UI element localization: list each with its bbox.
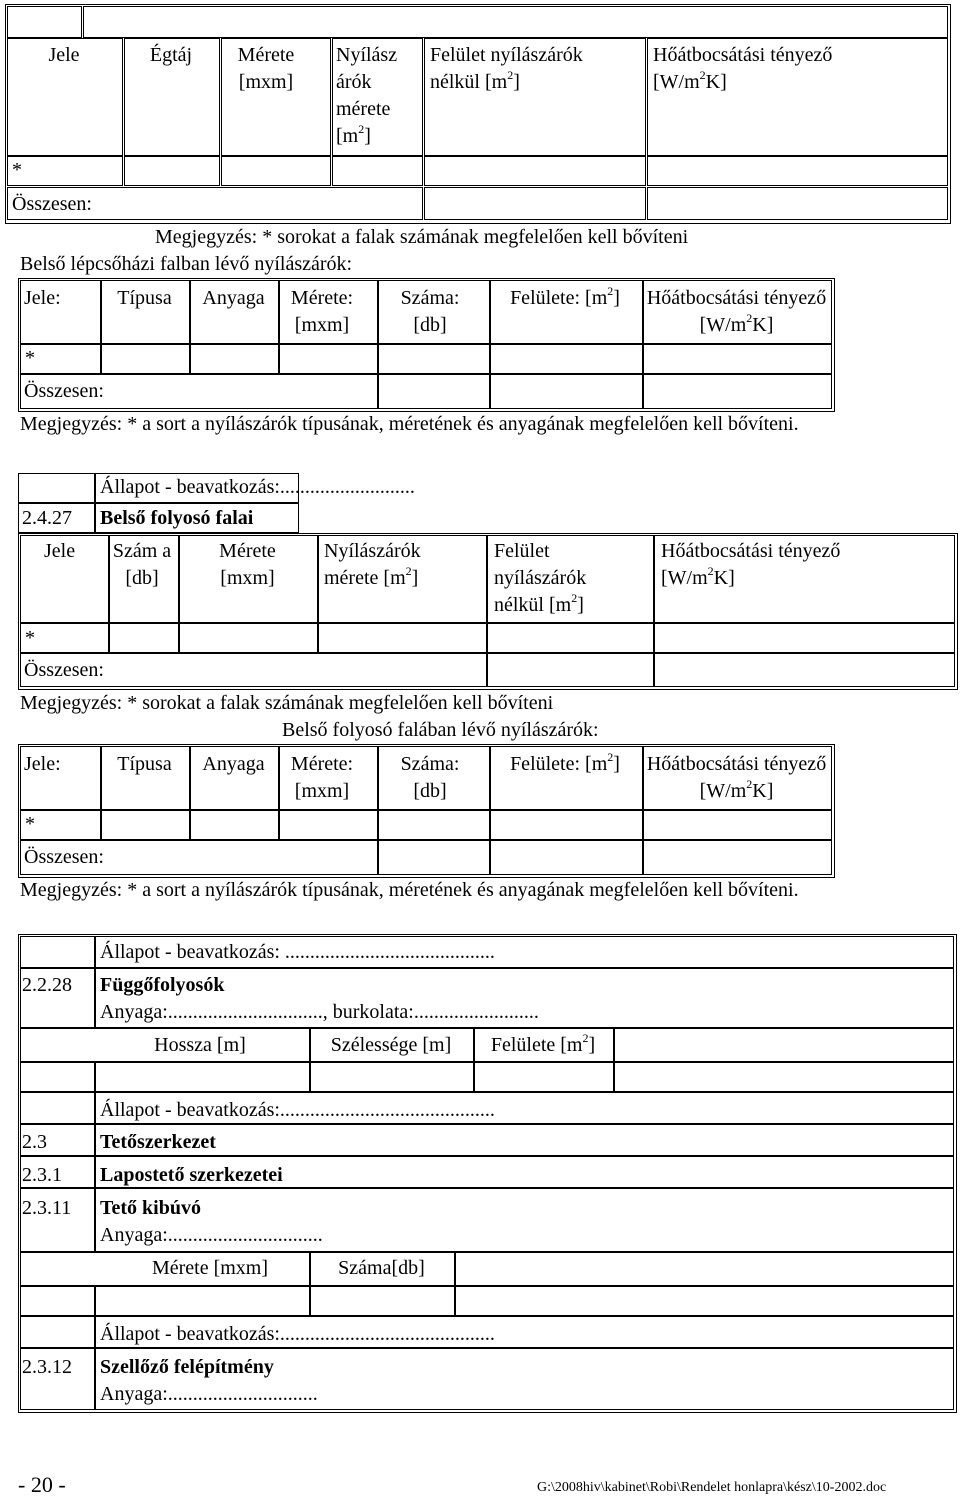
t2-cell [190, 344, 279, 374]
table-1-top-cell [83, 6, 948, 38]
section-2427-number: 2.4.27 [22, 507, 72, 529]
t1-total-cell [647, 187, 948, 220]
t1-header-felulet: Felület nyílászárók nélkül $[m^2]$ [430, 44, 583, 93]
t1-row-cell [221, 156, 331, 186]
t3-header-merete: Mérete [mxm] [219, 540, 276, 589]
t4-header-tipusa: Típusa [117, 753, 172, 775]
t1-row-cell [124, 156, 220, 186]
cell [20, 1062, 95, 1092]
section-2311-number: 2.3.11 [22, 1197, 72, 1219]
cell [20, 936, 95, 968]
allapot-1: Állapot - beavatkozás:........................... [100, 476, 415, 498]
t3-header-felulet: Felület nyílászárók nélkül $[m^2]$ [494, 540, 587, 616]
t2-header-jele: Jele: [24, 287, 61, 309]
t4-header-szama: Száma: [db] [400, 753, 460, 802]
t3-cell [109, 623, 179, 653]
section-23-number: 2.3 [22, 1131, 47, 1153]
t4-star: * [25, 813, 35, 835]
t2-cell [643, 344, 832, 374]
t3-cell [487, 653, 654, 687]
t4-cell [190, 810, 279, 840]
cell [310, 1062, 474, 1092]
t2-cell [101, 344, 190, 374]
t2-star: * [25, 347, 35, 369]
section-2228-title: Függőfolyosók [100, 974, 225, 996]
section-231-title: Lapostető szerkezetei [100, 1164, 283, 1186]
section-231-number: 2.3.1 [22, 1164, 62, 1186]
t3-header-nyilasz: Nyílászárók mérete $[m^2]$ [324, 540, 421, 589]
t4-cell [643, 810, 832, 840]
t3-total: Összesen: [24, 659, 104, 681]
allapot-3: Állapot - beavatkozás:........................................... [100, 1099, 495, 1121]
t2-cell [643, 374, 832, 409]
section-2311-title: Tető kibúvó [100, 1197, 201, 1219]
section-23-title: Tetőszerkezet [100, 1131, 216, 1153]
cell [455, 1286, 954, 1316]
t3-cell [179, 623, 318, 653]
cell [20, 1092, 95, 1124]
section-2312-title: Szellőző felépítmény [100, 1356, 274, 1378]
section-folyoso-title: Belső folyosó falában lévő nyílászárók: [282, 719, 599, 741]
t4-cell [378, 810, 490, 840]
footer-page-number: - 20 - [18, 1472, 66, 1497]
cell [95, 1062, 310, 1092]
section-2427-title: Belső folyosó falai [100, 507, 254, 529]
t1-star: * [12, 159, 22, 181]
allapot-2: Állapot - beavatkozás: .......................................... [100, 941, 495, 963]
t2-cell [490, 374, 643, 409]
note-3: Megjegyzés: * sorokat a falak számának megfelelően kell bővíteni [20, 692, 554, 714]
t1-header-jele: Jele [48, 44, 80, 66]
t1-header-merete: Mérete [mxm] [237, 44, 295, 93]
t4-total: Összesen: [24, 846, 104, 868]
t4-header-felulete: Felülete: $[m^2]$ [510, 750, 620, 775]
t3-cell [318, 623, 487, 653]
footer-file-path: G:\2008hiv\kabinet\Robi\Rendelet honlapra\kész\10-2002.doc [537, 1480, 887, 1495]
table-1-top-stub [7, 6, 82, 38]
t1-header-hoatb: Hőátbocsátási tényező $[W/m^2K]$ [653, 44, 833, 93]
t4-cell [101, 810, 190, 840]
t2-cell [279, 344, 378, 374]
t2-header-szama: Száma: [db] [400, 287, 460, 336]
cell [614, 1062, 954, 1092]
note-4: Megjegyzés: * a sort a nyílászárók típusának, méretének és anyagának megfelelően kell bővíteni. [20, 879, 799, 901]
t2-header-anyaga: Anyaga [202, 287, 265, 309]
t4-header-hoatb: Hőátbocsátási tényező $[W/m^2K]$ [646, 753, 827, 802]
t4-header-jele: Jele: [24, 753, 61, 775]
t4-header-anyaga: Anyaga [202, 753, 265, 775]
t4-header-merete: Mérete: [mxm] [290, 753, 354, 802]
anyaga-3: Anyaga:.............................. [100, 1383, 318, 1405]
t3-star: * [25, 627, 35, 649]
section-2312-number: 2.3.12 [22, 1356, 72, 1378]
t4-cell [490, 810, 643, 840]
cell [614, 1028, 954, 1062]
t5-header-hossza: Hossza [m] [154, 1034, 246, 1056]
t2-header-tipusa: Típusa [117, 287, 172, 309]
t5-header-felulete: Felülete $[m^2]$ [490, 1031, 596, 1056]
t2-cell [378, 374, 490, 409]
t2-header-hoatb: Hőátbocsátási tényező $[W/m^2K]$ [646, 287, 827, 336]
t4-cell [378, 840, 490, 875]
cell [455, 1252, 954, 1286]
t4-cell [490, 840, 643, 875]
t2-cell [378, 344, 490, 374]
t5-header-szelessege: Szélessége [m] [330, 1034, 452, 1056]
t1-row-cell [424, 156, 646, 186]
t1-header-egtaj: Égtáj [149, 44, 193, 66]
t3-header-jele: Jele [44, 540, 76, 562]
cell [20, 1286, 95, 1316]
t1-row-cell [332, 156, 423, 186]
t1-total: Összesen: [12, 193, 92, 215]
cell [474, 1062, 614, 1092]
note-1: Megjegyzés: * sorokat a falak számának megfelelően kell bővíteni [155, 226, 689, 248]
section-2228-number: 2.2.28 [22, 974, 72, 996]
cell [95, 1124, 954, 1156]
t1-row-cell [647, 156, 948, 186]
t2-header-felulete: Felülete: $[m^2]$ [510, 284, 620, 309]
t2-cell [490, 344, 643, 374]
cell [95, 1286, 310, 1316]
t1-jele-cell [7, 38, 123, 156]
t3-cell [654, 623, 955, 653]
t4-cell [643, 840, 832, 875]
t1-header-nyilasz: Nyílász árók mérete $[m^2]$ [336, 44, 398, 147]
allapot-1-num-cell [18, 473, 95, 503]
anyaga-2: Anyaga:............................... [100, 1224, 323, 1246]
t3-cell [487, 623, 654, 653]
t2-total: Összesen: [24, 380, 104, 402]
t3-header-szama: Szám a [db] [112, 540, 172, 589]
anyaga-burkolata: Anyaga:..............................., burkolata:......................... [100, 1001, 539, 1023]
t1-total-cell [424, 187, 646, 220]
allapot-4: Állapot - beavatkozás:........................................... [100, 1323, 495, 1345]
t6-header-merete: Mérete [mxm] [151, 1257, 269, 1279]
t2-header-merete: Mérete: [mxm] [290, 287, 354, 336]
section-lepcsohazi-title: Belső lépcsőházi falban lévő nyílászárók: [20, 253, 353, 275]
t4-cell [279, 810, 378, 840]
cell [20, 1316, 95, 1348]
t1-star-row [7, 156, 123, 186]
cell [310, 1286, 455, 1316]
t6-header-szama: Száma[db] [338, 1257, 425, 1279]
t3-header-hoatb: Hőátbocsátási tényező $[W/m^2K]$ [661, 540, 841, 589]
t3-cell [654, 653, 955, 687]
note-2: Megjegyzés: * a sort a nyílászárók típusának, méretének és anyagának megfelelően kell bővíteni. [20, 413, 799, 435]
